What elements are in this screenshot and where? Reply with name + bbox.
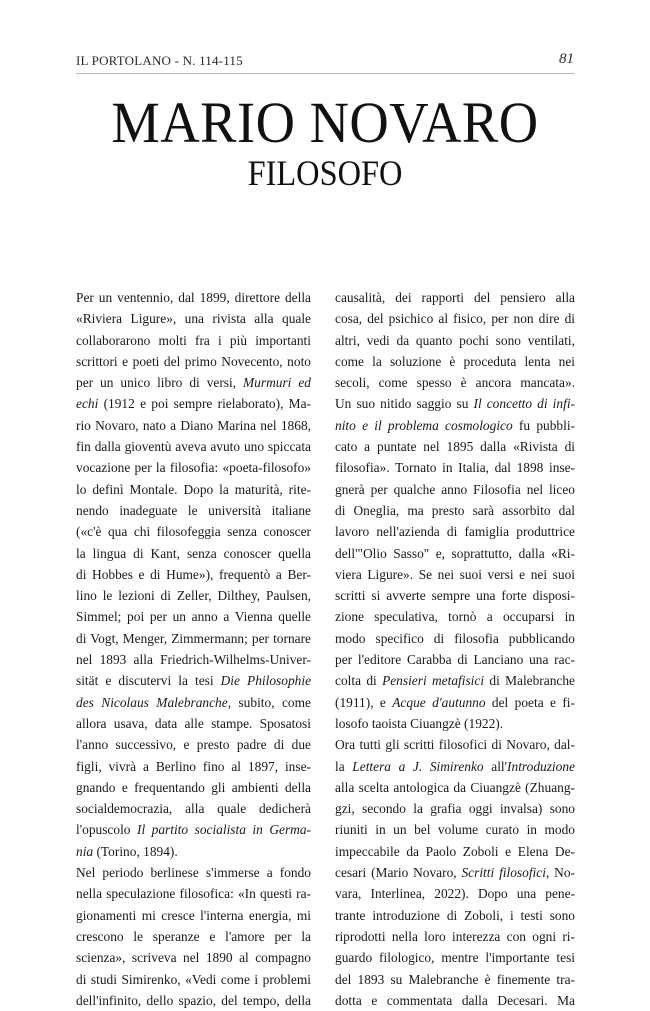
text-line: secoli, come spesso è ancora mancata». xyxy=(335,375,575,391)
text-line: di Hobbes e di Hume»), frequentò a Ber- xyxy=(76,566,311,582)
text-line: vara, Interlinea, 2022). Dopo una pene- xyxy=(335,886,575,902)
text-line: dotta e commentata dalla Decesari. Ma xyxy=(335,992,575,1008)
text-line: la Lettera a J. Simirenko all'Introduzione xyxy=(335,758,575,774)
text-line: alla scelta antologica da Ciuangzè (Zhuang- xyxy=(335,779,575,795)
text-line: come la soluzione è proceduta lenta nei xyxy=(335,353,575,369)
text-line: colta di Pensieri metafisici di Malebranche xyxy=(335,673,575,689)
text-line: Nel periodo berlinese s'immerse a fondo xyxy=(76,865,311,881)
text-line: allora usava, data alle stampe. Sposatosi xyxy=(76,715,311,731)
text-line: la lingua di Kant, senza conoscer quella xyxy=(76,545,311,561)
text-line: zione speculativa, tornò a occuparsi in xyxy=(335,609,575,625)
text-line: cesari (Mario Novaro, Scritti filosofici, No- xyxy=(335,865,575,881)
text-line: nella speculazione filosofica: «In questi ra- xyxy=(76,886,311,902)
text-line: riprodotti nella loro interezza con ogni ri- xyxy=(335,928,575,944)
text-line: gnerà per qualche anno Filosofia nel liceo xyxy=(335,481,575,497)
text-column-left xyxy=(76,287,311,1011)
text-line: («c'è qua chi filosofeggia senza conoscer xyxy=(76,524,311,540)
text-line: l'opuscolo Il partito socialista in Germa- xyxy=(76,822,311,838)
text-line: cato a puntate nel 1895 dalla «Rivista di xyxy=(335,439,575,455)
text-line: Un suo nitido saggio su Il concetto di infi- xyxy=(335,396,575,412)
text-line: filosofia». Tornato in Italia, dal 1898 inse- xyxy=(335,460,575,476)
text-line: per un unico libro di versi, Murmuri ed xyxy=(76,375,311,391)
text-line: lavoro nell'azienda di famiglia produttrice xyxy=(335,524,575,540)
text-line: des Nicolaus Malebranche, subito, come xyxy=(76,694,311,710)
text-line: guardo filologico, mentre l'importante tesi xyxy=(335,950,575,966)
text-line: scritti si avverte sempre una forte disposi- xyxy=(335,588,575,604)
text-line: di Vogt, Menger, Zimmermann; per tornare xyxy=(76,630,311,646)
text-line: viera Ligure». Se nei suoi versi e nei suoi xyxy=(335,566,575,582)
text-line: per l'editore Carabba di Lanciano una rac- xyxy=(335,652,575,668)
text-line: gzi, secondo la grafia oggi invalsa) sono xyxy=(335,801,575,817)
running-header xyxy=(76,51,574,74)
text-line: fin dalla gioventù aveva avuto uno spiccata xyxy=(76,439,311,455)
text-line: impeccabile da Paolo Zoboli e Elena De- xyxy=(335,843,575,859)
text-line: nel 1893 alla Friedrich-Wilhelms-Univer- xyxy=(76,652,311,668)
text-line: riuniti in un bel volume curato in modo xyxy=(335,822,575,838)
text-line: di Oneglia, ma presto sarà assorbito dal xyxy=(335,502,575,518)
text-line: crescono le speranze e l'amore per la xyxy=(76,928,311,944)
text-line: Simmel; poi per un anno a Vienna quelle xyxy=(76,609,311,625)
text-line: nito e il problema cosmologico fu pubbli- xyxy=(335,417,575,433)
text-line: lo definì Montale. Dopo la maturità, rite- xyxy=(76,481,311,497)
text-line: nendo inadeguate le università italiane xyxy=(76,502,311,518)
text-line: «Riviera Ligure», una rivista alla quale xyxy=(76,311,311,327)
article-subtitle: FILOSOFO xyxy=(247,153,403,193)
page-number: 81 xyxy=(559,51,574,67)
text-line: scrittori e poeti del primo Novecento, noto xyxy=(76,353,311,369)
text-line: dell'"Olio Sasso" e, soprattutto, dalla «Ri- xyxy=(335,545,575,561)
text-line: l'anno successivo, e presto padre di due xyxy=(76,737,311,753)
text-line: nia (Torino, 1894). xyxy=(76,843,178,859)
text-line: Ora tutti gli scritti filosofici di Novaro, dal- xyxy=(335,737,575,753)
text-column-right xyxy=(335,287,575,1011)
text-line: vocazione per la filosofia: «poeta-filosofo» xyxy=(76,460,311,476)
text-line: modo specifico di filosofia pubblicando xyxy=(335,630,575,646)
text-line: scienza», scriveva nel 1890 al compagno xyxy=(76,950,311,966)
text-line: (1911), e Acque d'autunno del poeta e fi- xyxy=(335,694,575,710)
text-line: rio Novaro, nato a Diano Marina nel 1868, xyxy=(76,417,311,433)
text-line: dell'infinito, dello spazio, del tempo, della xyxy=(76,992,311,1008)
text-line: causalità, dei rapporti del pensiero alla xyxy=(335,290,575,305)
text-line: collaborarono molti fra i più importanti xyxy=(76,332,311,348)
text-line: cosa, del psichico al fisico, per non dire di xyxy=(335,311,575,327)
text-line: Per un ventennio, dal 1899, direttore della xyxy=(76,290,311,305)
text-line: losofo taoista Ciuangzè (1922). xyxy=(335,715,504,731)
text-line: sität e discutervi la tesi Die Philosophie xyxy=(76,673,311,689)
text-line: echi (1912 e poi sempre rielaborato), Ma- xyxy=(76,396,311,412)
journal-issue-label: IL PORTOLANO - N. 114-115 xyxy=(76,53,243,68)
article-title: MARIO NOVARO xyxy=(111,90,539,155)
text-line: di studi Simirenko, «Vedi come i problemi xyxy=(76,971,311,987)
text-line: del 1893 su Malebranche è finemente tra- xyxy=(335,971,575,987)
text-line: altri, vedi da quanto pochi sono ventilati, xyxy=(335,332,575,348)
text-line: gnando e frequentando gli ambienti della xyxy=(76,779,311,795)
text-line: gionamenti mi cresce l'interna energia, mi xyxy=(76,907,311,923)
text-line: trante introduzione di Zoboli, i testi sono xyxy=(335,907,575,923)
text-line: figli, vivrà a Berlino fino al 1897, inse- xyxy=(76,758,311,774)
text-line: socialdemocrazia, alla quale dedicherà xyxy=(76,801,311,817)
text-line: lino le lezioni di Zeller, Dilthey, Paulsen, xyxy=(76,588,311,604)
